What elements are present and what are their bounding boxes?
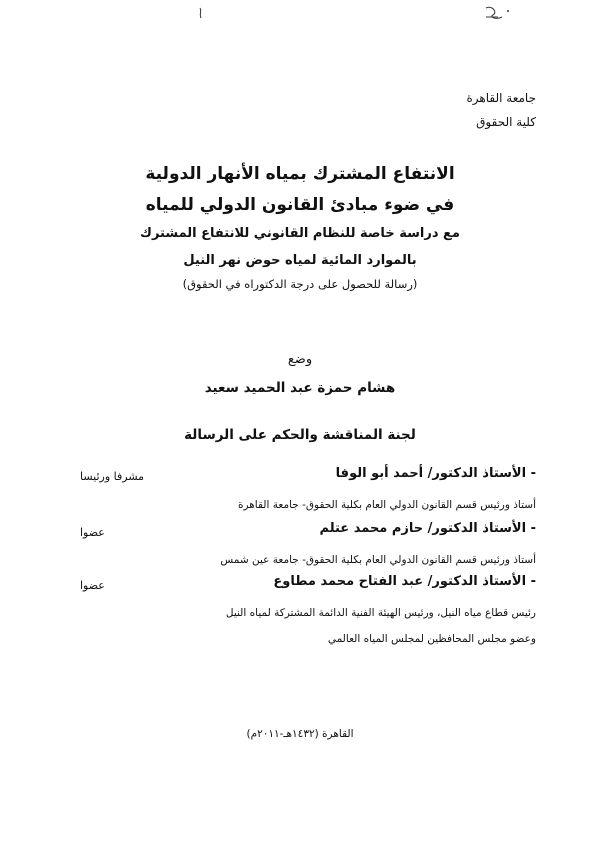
- publication-date: القاهرة (١٤٣٢هـ-٢٠١١م): [246, 728, 354, 740]
- committee-member-3-role: عضوا: [80, 579, 105, 592]
- institution-block: [467, 86, 537, 134]
- committee-member-3-description: رئيس قطاع مياه النيل، ورئيس الهيئة الفنية الدائمة المشتركة لمياه النيل: [225, 607, 536, 619]
- committee-member-2-description: أستاذ ورئيس قسم القانون الدولي العام بكلية الحقوق- جامعة عين شمس: [220, 554, 536, 566]
- university-name: جامعة القاهرة: [466, 91, 536, 105]
- author-label: وضع: [287, 352, 313, 367]
- title-line-4: بالموارد المائية لمياه حوض نهر النيل: [183, 253, 417, 268]
- scan-mark-dot: [507, 10, 509, 12]
- faculty-name: كلية الحقوق: [476, 115, 536, 129]
- degree-note: (رسالة للحصول على درجة الدكتوراه في الحقوق): [182, 277, 418, 291]
- committee-member-1-name: - الأستاذ الدكتور/ أحمد أبو الوفا: [335, 466, 536, 481]
- title-line-2: في ضوء مبادئ القانون الدولي للمياه: [145, 195, 455, 215]
- committee-member-2-name: - الأستاذ الدكتور/ حازم محمد عتلم: [319, 521, 536, 536]
- thesis-title: [40, 160, 560, 294]
- committee-member-1-description: أستاذ ورئيس قسم القانون الدولي العام بكلية الحقوق- جامعة القاهرة: [237, 499, 536, 511]
- title-line-3: مع دراسة خاصة للنظام القانوني للانتفاع المشترك: [140, 226, 460, 241]
- committee-member-3-name: - الأستاذ الدكتور/ عبد الفتاح محمد مطاوع: [273, 574, 536, 589]
- committee-member-2-role: عضوا: [80, 526, 105, 539]
- scan-marks: [0, 2, 600, 32]
- title-line-1: الانتفاع المشترك بمياه الأنهار الدولية: [145, 164, 455, 184]
- committee-title: لجنة المناقشة والحكم على الرسالة: [184, 427, 416, 443]
- committee-member-1-role: مشرفا ورئيسا: [80, 470, 145, 483]
- author-name: هشام حمزة عبد الحميد سعيد: [204, 380, 396, 396]
- committee-member-3-description-line-2: وعضو مجلس المحافظين لمجلس المياه العالمي: [327, 633, 536, 645]
- scan-mark-left: [200, 8, 201, 18]
